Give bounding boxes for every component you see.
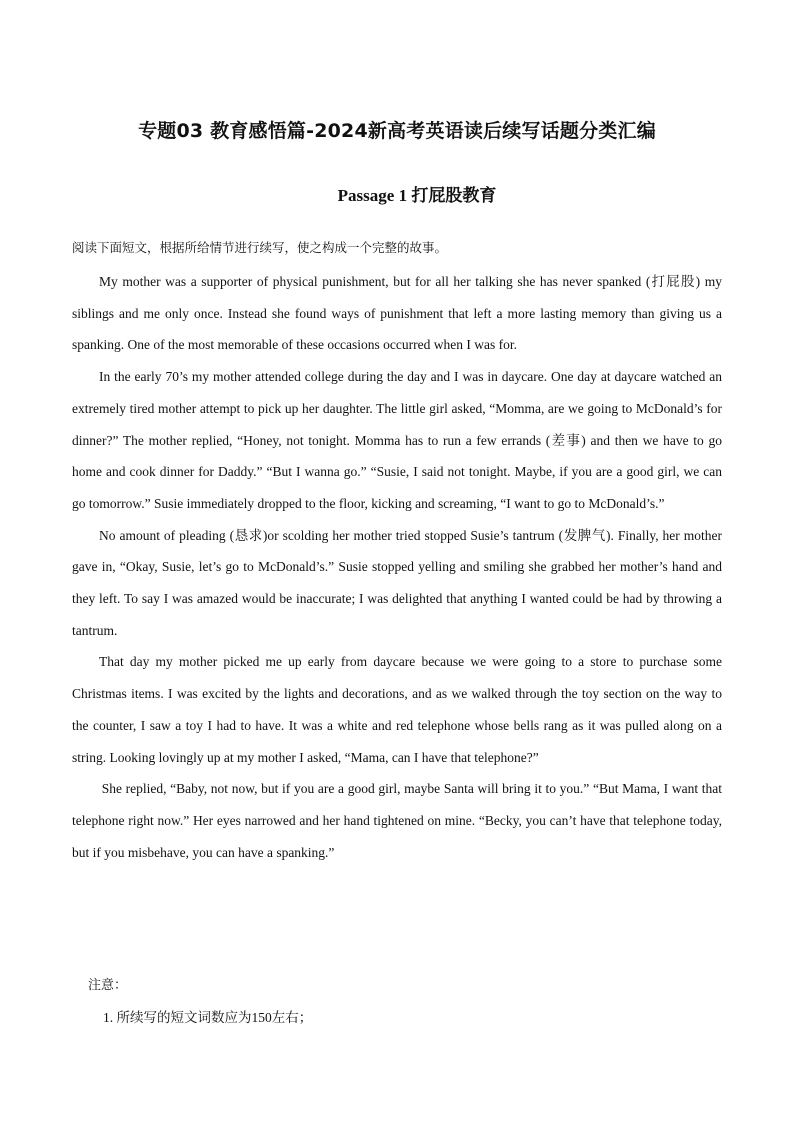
notes-section (72, 970, 722, 1033)
note-item: 1. 所续写的短文词数应为150左右； (103, 1009, 313, 1025)
paragraph: She replied, “Baby, not now, but if you are a good girl, maybe Santa will bring it to you.” “But Mama, I want that telephone right now.” Her eyes narrowed and her hand tightened on mine. “Becky, you can’t have that telephone today, but if you misbehave, you can have a spanking.” (72, 781, 722, 860)
instruction-text: 阅读下面短文，根据所给情节进行续写，使之构成一个完整的故事。 (72, 240, 448, 255)
paragraph: That day my mother picked me up early from daycare because we were going to a store to purchase some Christmas items. I was excited by the lights and decorations, and as we walked through the toy section on the way to the counter, I saw a toy I had to have. It was a white and red telephone whose bells rang as it was pulled along on a string. Looking lovingly up at my mother I asked, “Mama, can I have that telephone?” (72, 654, 722, 765)
notes-heading: 注意： (88, 978, 128, 993)
paragraph: My mother was a supporter of physical punishment, but for all her talking she has never spanked (打屁股) my siblings and me only once. Instead she found ways of punishment that left a more lasting memory than giving us a spanking. One of the most memorable of these occasions occurred when I was for. (72, 274, 722, 353)
document-title: 专题03 教育感悟篇-2024新高考英语读后续写话题分类汇编 (138, 120, 656, 142)
passage-subtitle: Passage 1 打屁股教育 (337, 186, 497, 205)
passage-body (72, 266, 722, 868)
paragraph: No amount of pleading (恳求)or scolding her mother tried stopped Susie’s tantrum (发脾气). Finally, her mother gave in, “Okay, Susie, let’s go to McDonald’s.” Susie stopped yelling and smiling she grabbed her mother’s hand and they left. To say I was amazed would be inaccurate; I was delighted that anything I wanted could be had by throwing a tantrum. (72, 527, 722, 638)
paragraph: In the early 70’s my mother attended college during the day and I was in daycare. One day at daycare watched an extremely tired mother attempt to pick up her daughter. The little girl asked, “Momma, are we going to McDonald’s for dinner?” The mother replied, “Honey, not tonight. Momma has to run a few errands (差事) and then we have to go home and cook dinner for Daddy.” “But I wanna go.” “Susie, I said not tonight. Maybe, if you are a good girl, we can go tomorrow.” Susie immediately dropped to the floor, kicking and screaming, “I want to go to McDonald’s.” (72, 369, 722, 511)
